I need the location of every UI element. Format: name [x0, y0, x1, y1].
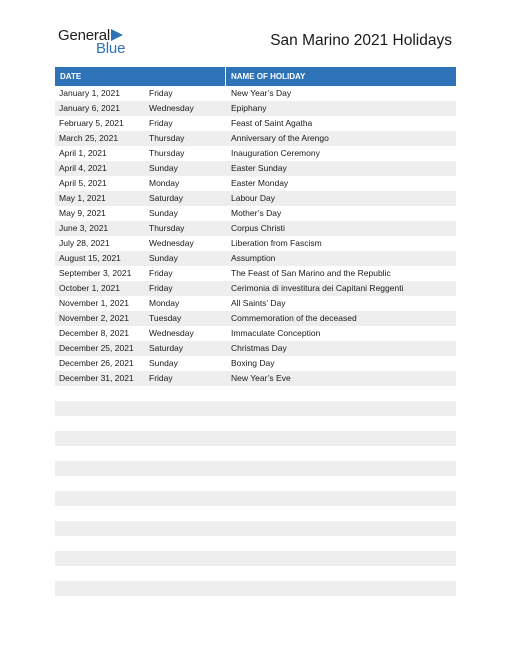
cell-date	[55, 416, 145, 431]
cell-date	[55, 476, 145, 491]
cell-date: January 1, 2021	[59, 88, 120, 98]
table-body	[55, 86, 456, 596]
table-row	[55, 551, 456, 566]
table-row	[55, 326, 456, 341]
table-row	[55, 116, 456, 131]
cell-weekday	[145, 446, 226, 461]
cell-holiday-name: Mother’s Day	[231, 208, 282, 218]
cell-weekday: Thursday	[149, 133, 185, 143]
cell-date: December 31, 2021	[59, 373, 134, 383]
cell-weekday	[145, 521, 226, 536]
cell-weekday: Saturday	[149, 193, 184, 203]
table-row	[55, 521, 456, 536]
cell-date	[55, 566, 145, 581]
table-row	[55, 401, 456, 416]
table-row	[55, 341, 456, 356]
cell-holiday-name: Corpus Christi	[231, 223, 285, 233]
table-row	[55, 86, 456, 101]
cell-weekday: Friday	[149, 283, 173, 293]
table-row	[55, 416, 456, 431]
table-row	[55, 191, 456, 206]
cell-weekday	[145, 431, 226, 446]
cell-holiday-name: New Year’s Day	[231, 88, 292, 98]
cell-date: May 1, 2021	[59, 193, 106, 203]
table-row	[55, 296, 456, 311]
cell-date	[55, 521, 145, 536]
cell-holiday-name	[226, 581, 456, 596]
table-row	[55, 461, 456, 476]
cell-weekday	[145, 551, 226, 566]
table-row	[55, 161, 456, 176]
cell-weekday: Sunday	[149, 253, 178, 263]
cell-weekday: Friday	[149, 118, 173, 128]
table-row	[55, 311, 456, 326]
cell-date: November 1, 2021	[59, 298, 129, 308]
cell-date: April 5, 2021	[59, 178, 107, 188]
cell-weekday: Thursday	[149, 223, 185, 233]
cell-holiday-name	[226, 521, 456, 536]
cell-holiday-name	[226, 416, 456, 431]
cell-date: September 3, 2021	[59, 268, 132, 278]
cell-date	[55, 446, 145, 461]
cell-date: February 5, 2021	[59, 118, 124, 128]
cell-weekday: Saturday	[149, 343, 184, 353]
cell-weekday	[145, 416, 226, 431]
cell-weekday: Wednesday	[149, 238, 194, 248]
cell-weekday: Monday	[149, 298, 180, 308]
cell-date: May 9, 2021	[59, 208, 106, 218]
cell-holiday-name: Commemoration of the deceased	[231, 313, 357, 323]
table-row	[55, 176, 456, 191]
table-row	[55, 431, 456, 446]
cell-weekday	[145, 581, 226, 596]
cell-weekday: Friday	[149, 268, 173, 278]
table-row	[55, 206, 456, 221]
table-row	[55, 236, 456, 251]
cell-date	[55, 461, 145, 476]
cell-holiday-name: Easter Sunday	[231, 163, 287, 173]
cell-weekday	[145, 491, 226, 506]
cell-date: April 4, 2021	[59, 163, 107, 173]
cell-date	[55, 431, 145, 446]
table-row	[55, 281, 456, 296]
cell-date: December 26, 2021	[59, 358, 134, 368]
table-row	[55, 221, 456, 236]
cell-date: October 1, 2021	[59, 283, 120, 293]
table-row	[55, 506, 456, 521]
logo-text-general: General	[58, 27, 110, 44]
cell-weekday: Friday	[149, 373, 173, 383]
cell-date	[55, 491, 145, 506]
cell-holiday-name: Inauguration Ceremony	[231, 148, 320, 158]
table-row	[55, 536, 456, 551]
cell-weekday: Sunday	[149, 163, 178, 173]
cell-weekday: Tuesday	[149, 313, 182, 323]
cell-holiday-name: Christmas Day	[231, 343, 287, 353]
table-row	[55, 491, 456, 506]
cell-weekday: Sunday	[149, 358, 178, 368]
cell-holiday-name: Immaculate Conception	[231, 328, 321, 338]
table-row	[55, 581, 456, 596]
cell-holiday-name: Epiphany	[231, 103, 267, 113]
cell-weekday	[145, 461, 226, 476]
cell-holiday-name	[226, 551, 456, 566]
table-header	[55, 67, 456, 86]
table-row	[55, 101, 456, 116]
cell-date	[55, 386, 145, 401]
cell-date: July 28, 2021	[59, 238, 110, 248]
cell-holiday-name: Feast of Saint Agatha	[231, 118, 313, 128]
cell-weekday: Sunday	[149, 208, 178, 218]
cell-holiday-name	[226, 446, 456, 461]
cell-weekday	[145, 566, 226, 581]
table-row	[55, 251, 456, 266]
cell-date: November 2, 2021	[59, 313, 129, 323]
cell-holiday-name: All Saints’ Day	[231, 298, 286, 308]
holiday-table	[55, 67, 456, 596]
cell-holiday-name	[226, 431, 456, 446]
table-row	[55, 476, 456, 491]
cell-weekday	[145, 401, 226, 416]
cell-date: March 25, 2021	[59, 133, 119, 143]
cell-weekday: Thursday	[149, 148, 185, 158]
table-row	[55, 131, 456, 146]
cell-holiday-name	[226, 491, 456, 506]
cell-holiday-name: Anniversary of the Arengo	[231, 133, 329, 143]
cell-holiday-name	[226, 506, 456, 521]
cell-holiday-name	[226, 461, 456, 476]
table-row	[55, 266, 456, 281]
cell-holiday-name: The Feast of San Marino and the Republic	[231, 268, 391, 278]
cell-holiday-name	[226, 401, 456, 416]
cell-holiday-name: New Year’s Eve	[231, 373, 291, 383]
cell-holiday-name: Boxing Day	[231, 358, 275, 368]
cell-holiday-name	[226, 386, 456, 401]
cell-date: June 3, 2021	[59, 223, 109, 233]
table-row	[55, 446, 456, 461]
cell-holiday-name: Labour Day	[231, 193, 275, 203]
cell-date	[55, 536, 145, 551]
cell-date: December 25, 2021	[59, 343, 134, 353]
cell-date	[55, 401, 145, 416]
cell-date: August 15, 2021	[59, 253, 121, 263]
cell-holiday-name: Easter Monday	[231, 178, 289, 188]
logo-text-blue: Blue	[96, 40, 126, 57]
cell-weekday: Wednesday	[149, 103, 194, 113]
cell-weekday	[145, 506, 226, 521]
cell-date: April 1, 2021	[59, 148, 107, 158]
cell-weekday: Monday	[149, 178, 180, 188]
generalblue-logo	[58, 27, 138, 57]
cell-holiday-name	[226, 566, 456, 581]
cell-holiday-name: Assumption	[231, 253, 276, 263]
cell-holiday-name	[226, 476, 456, 491]
table-row	[55, 146, 456, 161]
cell-weekday	[145, 476, 226, 491]
cell-weekday	[145, 536, 226, 551]
cell-date: January 6, 2021	[59, 103, 120, 113]
cell-weekday: Wednesday	[149, 328, 194, 338]
cell-date: December 8, 2021	[59, 328, 129, 338]
table-row	[55, 566, 456, 581]
cell-date	[55, 551, 145, 566]
cell-weekday: Friday	[149, 88, 173, 98]
cell-date	[55, 506, 145, 521]
column-header-holiday-name: NAME OF HOLIDAY	[231, 72, 306, 81]
cell-weekday	[145, 386, 226, 401]
table-row	[55, 356, 456, 371]
table-row	[55, 386, 456, 401]
cell-holiday-name: Cerimonia di investitura dei Capitani Reggenti	[231, 283, 404, 293]
page-title: San Marino 2021 Holidays	[270, 32, 452, 49]
cell-date	[55, 581, 145, 596]
column-header-date: DATE	[55, 67, 226, 86]
cell-holiday-name: Liberation from Fascism	[231, 238, 322, 248]
table-row	[55, 371, 456, 386]
cell-holiday-name	[226, 536, 456, 551]
